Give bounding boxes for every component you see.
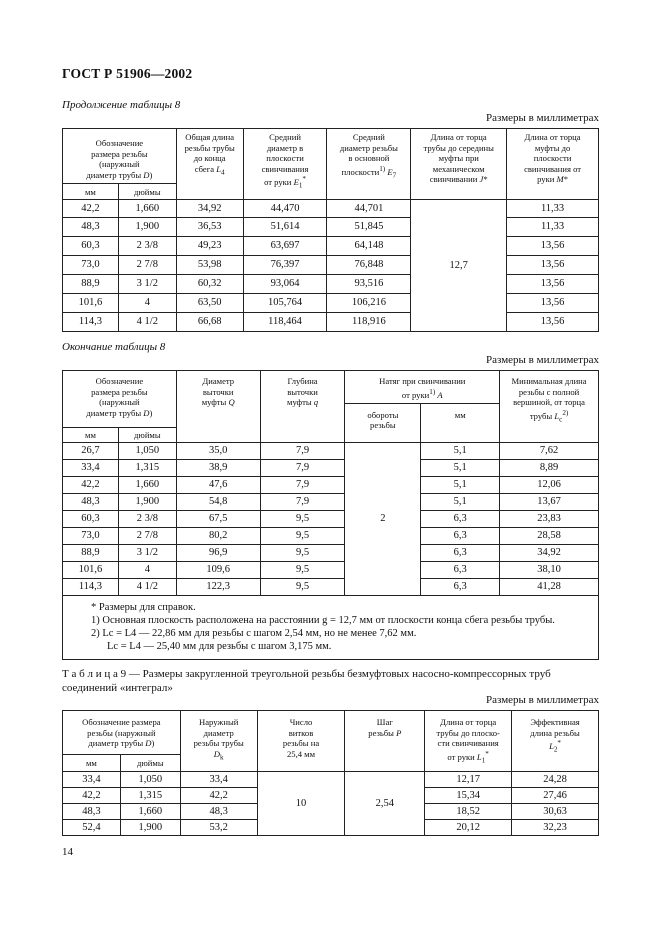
- table-cell: 9,5: [260, 510, 345, 527]
- table-cell: 122,3: [176, 578, 260, 595]
- header-mm: мм: [63, 184, 119, 200]
- table-cell: 32,23: [512, 820, 599, 836]
- table-cell: 5,1: [421, 442, 500, 459]
- table-cell: 24,28: [512, 772, 599, 788]
- table-cell: 93,064: [243, 275, 327, 294]
- table-cell: 4: [118, 294, 176, 313]
- header-bore-q: Диаметр выточки муфты Q: [176, 371, 260, 443]
- table-cell: 48,3: [63, 804, 121, 820]
- header-length-m: Длина от торца муфты до плоскости свинчивания от руки M*: [507, 129, 599, 200]
- header-inch: дюймы: [120, 755, 180, 772]
- table-cell: 66,68: [176, 313, 243, 332]
- table-cell: 13,56: [507, 313, 599, 332]
- header-designation: Обозначение размера резьбы (наружный диаметр трубы D): [63, 711, 181, 755]
- table9: [62, 710, 599, 836]
- table-cell: 67,5: [176, 510, 260, 527]
- header-turns: обороты резьбы: [345, 403, 421, 442]
- table-cell: 6,3: [421, 527, 500, 544]
- note-star: * Размеры для справок.: [91, 601, 196, 613]
- header-designation: Обозначение размера резьбы (наружный диаметр трубы D): [63, 129, 177, 184]
- header-diam-e7: Средний диаметр резьбы в основной плоскости$^{1)}$ $E_7$: [327, 129, 411, 200]
- table-cell: 48,3: [63, 493, 119, 510]
- table-cell: 15,34: [425, 788, 512, 804]
- table-cell: 63,50: [176, 294, 243, 313]
- table-cell: 11,33: [507, 200, 599, 218]
- header-eff-length: Эффективная длина резьбы $L_2^*$: [512, 711, 599, 772]
- header-depth-q: Глубина выточки муфты q: [260, 371, 345, 443]
- pitch-merged-cell: 2,54: [345, 772, 425, 836]
- table9-caption: Т а б л и ц а 9 — Размеры закругленной треугольной резьбы безмуфтовых насосно-компрессорных труб соединений «интеграл»: [62, 668, 551, 694]
- table-cell: 42,2: [180, 788, 257, 804]
- table-cell: 6,3: [421, 510, 500, 527]
- table-notes: [63, 595, 599, 659]
- document-title: ГОСТ Р 51906—2002: [62, 66, 193, 81]
- table-cell: 6,3: [421, 544, 500, 561]
- table8-units-note: Размеры в миллиметрах: [486, 112, 599, 124]
- table-cell: 12,17: [425, 772, 512, 788]
- table-cell: 42,2: [63, 788, 121, 804]
- table-cell: 11,33: [507, 218, 599, 237]
- table-cell: 13,56: [507, 294, 599, 313]
- table-cell: 1,050: [120, 772, 180, 788]
- table-cell: 35,0: [176, 442, 260, 459]
- note-1: 1) Основная плоскость расположена на расстоянии g = 12,7 мм от плоскости конца сбега резьбы трубы.: [91, 614, 555, 626]
- table9-units-note: Размеры в миллиметрах: [486, 694, 599, 706]
- table-cell: 26,7: [63, 442, 119, 459]
- table-cell: 1,900: [118, 218, 176, 237]
- table8-end: [62, 370, 599, 660]
- table-cell: 13,67: [500, 493, 599, 510]
- table-cell: 48,3: [180, 804, 257, 820]
- table-cell: 6,3: [421, 561, 500, 578]
- table-cell: 3 1/2: [118, 544, 176, 561]
- table-cell: 9,5: [260, 561, 345, 578]
- table-cell: 93,516: [327, 275, 411, 294]
- header-designation: Обозначение размера резьбы (наружный диаметр трубы D): [63, 371, 177, 428]
- table-cell: 51,845: [327, 218, 411, 237]
- table-cell: 76,848: [327, 256, 411, 275]
- table-cell: 9,5: [260, 544, 345, 561]
- header-length-j: Длина от торца трубы до середины муфты при механическом свинчивании J*: [411, 129, 507, 200]
- page-number: 14: [62, 846, 73, 858]
- table-cell: 73,0: [63, 527, 119, 544]
- note-2-cont: Lc = L4 — 25,40 мм для резьбы с шагом 3,175 мм.: [107, 640, 332, 652]
- header-diam-e1: Средний диаметр в плоскости свинчивания от руки $E_1^*$: [243, 129, 327, 200]
- turns-merged-cell: 10: [257, 772, 345, 836]
- table-cell: 7,9: [260, 442, 345, 459]
- header-inch: дюймы: [118, 184, 176, 200]
- table-cell: 42,2: [63, 476, 119, 493]
- table-cell: 34,92: [176, 200, 243, 218]
- table-cell: 60,3: [63, 510, 119, 527]
- table-cell: 114,3: [63, 578, 119, 595]
- table-cell: 33,4: [180, 772, 257, 788]
- table-cell: 41,28: [500, 578, 599, 595]
- table-cell: 76,397: [243, 256, 327, 275]
- header-min-length: Минимальная длина резьбы с полной вершиной, от торца трубы $L_c^{2)}$: [500, 371, 599, 443]
- header-turns: Число витков резьбы на 25,4 мм: [257, 711, 345, 772]
- table-cell: 52,4: [63, 820, 121, 836]
- table8-continuation: [62, 128, 599, 332]
- table-cell: 1,660: [118, 476, 176, 493]
- table-cell: 60,32: [176, 275, 243, 294]
- j-merged-cell: 12,7: [411, 200, 507, 332]
- table-cell: 33,4: [63, 459, 119, 476]
- table-cell: 2 7/8: [118, 527, 176, 544]
- table-cell: 38,10: [500, 561, 599, 578]
- header-outer-dk: Наружный диаметр резьбы трубы $D_k$: [180, 711, 257, 772]
- table-cell: 53,98: [176, 256, 243, 275]
- table-cell: 101,6: [63, 294, 119, 313]
- table-cell: 23,83: [500, 510, 599, 527]
- table-cell: 36,53: [176, 218, 243, 237]
- table-cell: 9,5: [260, 578, 345, 595]
- table-cell: 2 3/8: [118, 510, 176, 527]
- note-2: 2) Lc = L4 — 22,86 мм для резьбы с шагом 2,54 мм, но не менее 7,62 мм.: [91, 627, 417, 639]
- table-cell: 38,9: [176, 459, 260, 476]
- table-cell: 49,23: [176, 237, 243, 256]
- table-cell: 5,1: [421, 493, 500, 510]
- table-cell: 7,9: [260, 493, 345, 510]
- table-cell: 1,660: [118, 200, 176, 218]
- table-cell: 27,46: [512, 788, 599, 804]
- table-cell: 73,0: [63, 256, 119, 275]
- table-cell: 105,764: [243, 294, 327, 313]
- table-cell: 44,701: [327, 200, 411, 218]
- table-cell: 54,8: [176, 493, 260, 510]
- table-cell: 109,6: [176, 561, 260, 578]
- table-cell: 80,2: [176, 527, 260, 544]
- table-cell: 18,52: [425, 804, 512, 820]
- table8-end-caption: Окончание таблицы 8: [62, 341, 166, 353]
- table-cell: 42,2: [63, 200, 119, 218]
- table-cell: 5,1: [421, 476, 500, 493]
- table-cell: 2 7/8: [118, 256, 176, 275]
- table-cell: 106,216: [327, 294, 411, 313]
- table-cell: 47,6: [176, 476, 260, 493]
- table-cell: 114,3: [63, 313, 119, 332]
- table-cell: 20,12: [425, 820, 512, 836]
- table8-end-units-note: Размеры в миллиметрах: [486, 354, 599, 366]
- table-cell: 88,9: [63, 544, 119, 561]
- table-cell: 13,56: [507, 237, 599, 256]
- table-cell: 118,916: [327, 313, 411, 332]
- table-cell: 13,56: [507, 275, 599, 294]
- table-cell: 28,58: [500, 527, 599, 544]
- header-makeup-a: Натяг при свинчивании от руки$^{1)}$ A: [345, 371, 500, 404]
- table-cell: 1,900: [118, 493, 176, 510]
- table-cell: 1,315: [118, 459, 176, 476]
- header-mm: мм: [63, 427, 119, 442]
- table-cell: 7,9: [260, 476, 345, 493]
- table-cell: 118,464: [243, 313, 327, 332]
- header-a-mm: мм: [421, 403, 500, 442]
- table-cell: 8,89: [500, 459, 599, 476]
- header-length-l4: Общая длина резьбы трубы до конца сбега $L_4$: [176, 129, 243, 200]
- table-cell: 1,315: [120, 788, 180, 804]
- table-cell: 4 1/2: [118, 313, 176, 332]
- table-cell: 34,92: [500, 544, 599, 561]
- table-cell: 6,3: [421, 578, 500, 595]
- turns-merged-cell: 2: [345, 442, 421, 595]
- table-cell: 44,470: [243, 200, 327, 218]
- table-cell: 9,5: [260, 527, 345, 544]
- table-cell: 101,6: [63, 561, 119, 578]
- table-cell: 4: [118, 561, 176, 578]
- table-cell: 60,3: [63, 237, 119, 256]
- table-cell: 1,050: [118, 442, 176, 459]
- table8-continuation-caption: Продолжение таблицы 8: [62, 99, 181, 111]
- table-cell: 13,56: [507, 256, 599, 275]
- header-mm: мм: [63, 755, 121, 772]
- table-cell: 1,900: [120, 820, 180, 836]
- header-length-l1: Длина от торца трубы до плоско- сти свинчивания от руки $L_1^*$: [425, 711, 512, 772]
- table-cell: 5,1: [421, 459, 500, 476]
- table-cell: 64,148: [327, 237, 411, 256]
- table-cell: 33,4: [63, 772, 121, 788]
- table-cell: 48,3: [63, 218, 119, 237]
- table-cell: 30,63: [512, 804, 599, 820]
- table-cell: 53,2: [180, 820, 257, 836]
- table-cell: 96,9: [176, 544, 260, 561]
- table-cell: 2 3/8: [118, 237, 176, 256]
- table-cell: 63,697: [243, 237, 327, 256]
- table-cell: 12,06: [500, 476, 599, 493]
- header-inch: дюймы: [118, 427, 176, 442]
- table-cell: 51,614: [243, 218, 327, 237]
- table-cell: 3 1/2: [118, 275, 176, 294]
- table-cell: 4 1/2: [118, 578, 176, 595]
- table-cell: 7,62: [500, 442, 599, 459]
- header-pitch: Шаг резьбы P: [345, 711, 425, 772]
- table-cell: 1,660: [120, 804, 180, 820]
- table-cell: 88,9: [63, 275, 119, 294]
- table-cell: 7,9: [260, 459, 345, 476]
